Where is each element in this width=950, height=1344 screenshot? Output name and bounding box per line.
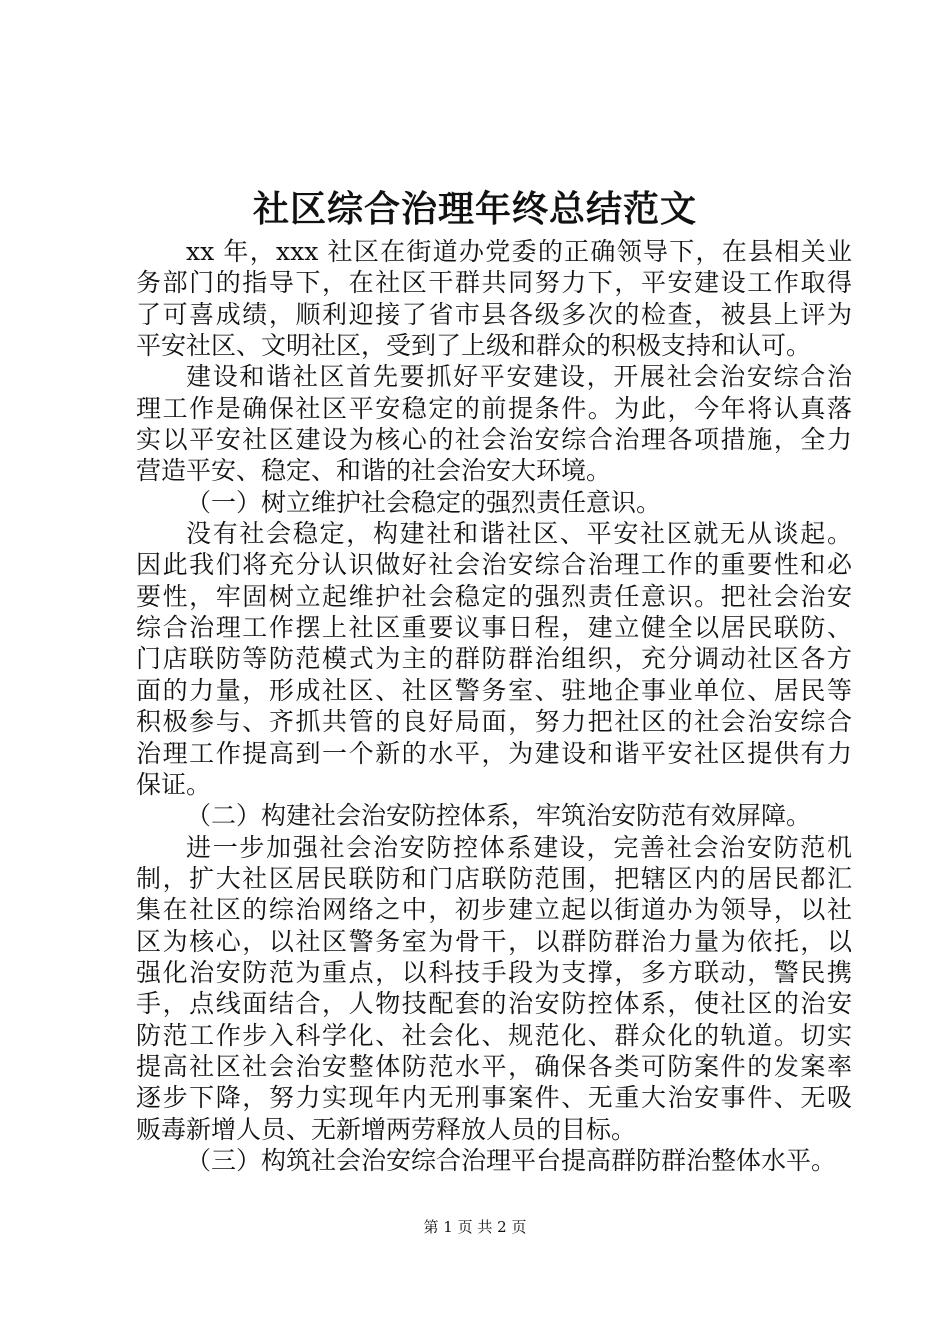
body-line: 治理工作提高到一个新的水平，为建设和谐平安社区提供有力: [136, 738, 852, 768]
body-line: 因此我们将充分认识做好社会治安综合治理工作的重要性和必: [136, 550, 852, 580]
body-line: 务部门的指导下，在社区干群共同努力下，平安建设工作取得: [136, 268, 852, 298]
body-line: 贩毒新增人员、无新增两劳释放人员的目标。: [136, 1114, 637, 1144]
page-footer: 第 1 页 共 2 页: [423, 1218, 527, 1236]
body-line: xx 年，xxx 社区在街道办党委的正确领导下，在县相关业: [186, 237, 852, 266]
body-line: 集在社区的综治网络之中，初步建立起以街道办为领导，以社: [136, 895, 852, 925]
body-line: 逐步下降，努力实现年内无刑事案件、无重大治安事件、无吸: [136, 1083, 852, 1113]
body-line: 保证。: [136, 769, 212, 799]
body-line: 理工作是确保社区平安稳定的前提条件。为此，今年将认真落: [136, 393, 852, 423]
body-line: 平安社区、文明社区，受到了上级和群众的积极支持和认可。: [136, 331, 812, 361]
body-line: 提高社区社会治安整体防范水平，确保各类可防案件的发案率: [136, 1051, 852, 1081]
body-line: 制，扩大社区居民联防和门店联防范围，把辖区内的居民都汇: [136, 863, 852, 893]
body-line: 进一步加强社会治安防控体系建设，完善社会治安防范机: [186, 832, 852, 862]
document-title: 社区综合治理年终总结范文: [252, 188, 697, 230]
body-line: 要性，牢固树立起维护社会稳定的强烈责任意识。把社会治安: [136, 581, 852, 611]
body-line: 面的力量，形成社区、社区警务室、驻地企事业单位、居民等: [136, 675, 852, 705]
body-line: （三）构筑社会治安综合治理平台提高群防群治整体水平。: [186, 1145, 837, 1175]
body-line: 没有社会稳定，构建社和谐社区、平安社区就无从谈起。: [186, 519, 852, 549]
body-line: 了可喜成绩，顺利迎接了省市县各级多次的检查，被县上评为: [136, 299, 852, 329]
body-line: 区为核心，以社区警务室为骨干，以群防群治力量为依托，以: [136, 926, 852, 956]
body-line: 强化治安防范为重点，以科技手段为支撑，多方联动，警民携: [136, 957, 852, 987]
document-body: [136, 236, 852, 1176]
body-line: （一）树立维护社会稳定的强烈责任意识。: [186, 487, 662, 517]
body-line: 防范工作步入科学化、社会化、规范化、群众化的轨道。切实: [136, 1020, 852, 1050]
body-line: 门店联防等防范模式为主的群防群治组织，充分调动社区各方: [136, 644, 852, 674]
body-line: 综合治理工作摆上社区重要议事日程，建立健全以居民联防、: [136, 613, 852, 643]
body-line: 建设和谐社区首先要抓好平安建设，开展社会治安综合治: [186, 362, 852, 392]
body-line: 实以平安社区建设为核心的社会治安综合治理各项措施，全力: [136, 425, 852, 455]
body-line: 手，点线面结合，人物技配套的治安防控体系，使社区的治安: [136, 989, 852, 1019]
body-line: 营造平安、稳定、和谐的社会治安大环境。: [136, 456, 612, 486]
body-line: （二）构建社会治安防控体系，牢筑治安防范有效屏障。: [186, 801, 812, 831]
body-line: 积极参与、齐抓共管的良好局面，努力把社区的社会治安综合: [136, 707, 852, 737]
